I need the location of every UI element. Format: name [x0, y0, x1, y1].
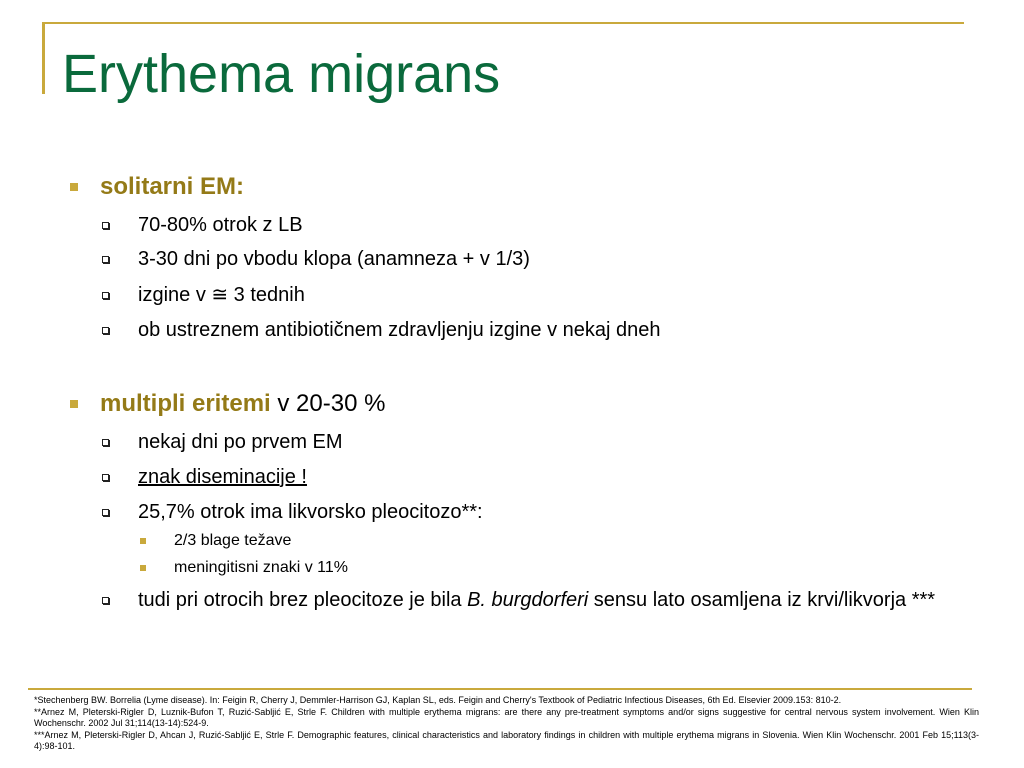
checkbox-bullet-icon — [102, 327, 109, 334]
square-bullet-icon — [70, 183, 78, 191]
checkbox-bullet-icon — [102, 509, 109, 516]
checkbox-bullet-icon — [102, 292, 109, 299]
square-bullet-icon — [70, 400, 78, 408]
square-bullet-icon — [140, 565, 146, 571]
sub-list-item-text: 2/3 blage težave — [174, 532, 292, 549]
checkbox-bullet-icon — [102, 439, 109, 446]
list-item-text: sensu lato osamljena iz krvi/likvorja *** — [588, 589, 936, 611]
list-item-text: nekaj dni po prvem EM — [138, 431, 343, 453]
reference-3: ***Arnez M, Pleterski-Rigler D, Ahcan J, Ruzić-Sabljić E, Strle F. Demographic features, clinical characteristics and laboratory findings in children with multiple erythema migrans in Slovenia. Wien Klin Wochenschr. 2001 Feb 15;113(3-4):98-101. — [34, 729, 979, 751]
checkbox-bullet-icon — [102, 474, 109, 481]
list-item-text: 3-30 dni po vbodu klopa (anamneza + v 1/3) — [138, 248, 530, 270]
section2-heading-suffix: v 20-30 % — [270, 390, 386, 417]
organism-name: B. burgdorferi — [467, 589, 589, 611]
slide-title: Erythema migrans — [62, 44, 501, 104]
list-item-text: 70-80% otrok z LB — [138, 214, 303, 236]
checkbox-bullet-icon — [102, 597, 109, 604]
footer-divider — [28, 688, 972, 690]
sub-list-item-text: meningitisni znaki v 11% — [174, 559, 349, 576]
reference-2: **Arnez M, Pleterski-Rigler D, Luznik-Bufon T, Ruzić-Sabljić E, Strle F. Children with multiple erythema migrans: are there any pre-treatment symptoms and/or signs suggestive for central nervous system involvement. Wien Klin Wochenschr. 2002 Jul 31;114(13-14):524-9. — [34, 706, 979, 728]
references — [34, 695, 979, 753]
section2-heading: multipli eritemi — [100, 390, 271, 417]
list-item-text: tudi pri otrocih brez pleocitoze je bila — [138, 589, 468, 611]
checkbox-bullet-icon — [102, 256, 109, 263]
list-item-text: 25,7% otrok ima likvorsko pleocitozo**: — [138, 501, 483, 523]
list-item-text: izgine v ≅ 3 tednih — [138, 284, 305, 306]
list-item-text: ob ustreznem antibiotičnem zdravljenju izgine v nekaj dneh — [138, 319, 661, 341]
square-bullet-icon — [140, 538, 146, 544]
reference-1: *Stechenberg BW. Borrelia (Lyme disease). In: Feigin R, Cherry J, Demmler-Harrison GJ, Kaplan SL, eds. Feigin and Cherry's Textbook of Pediatric Infectious Diseases, 6th Ed. Elsevier 2009.153: 810-2. — [34, 695, 842, 705]
list-item-text-underlined: znak diseminacije ! — [138, 466, 307, 488]
section1-heading: solitarni EM: — [100, 173, 245, 200]
checkbox-bullet-icon — [102, 222, 109, 229]
title-decoration-vertical — [42, 22, 45, 94]
title-decoration-horizontal — [42, 22, 964, 24]
